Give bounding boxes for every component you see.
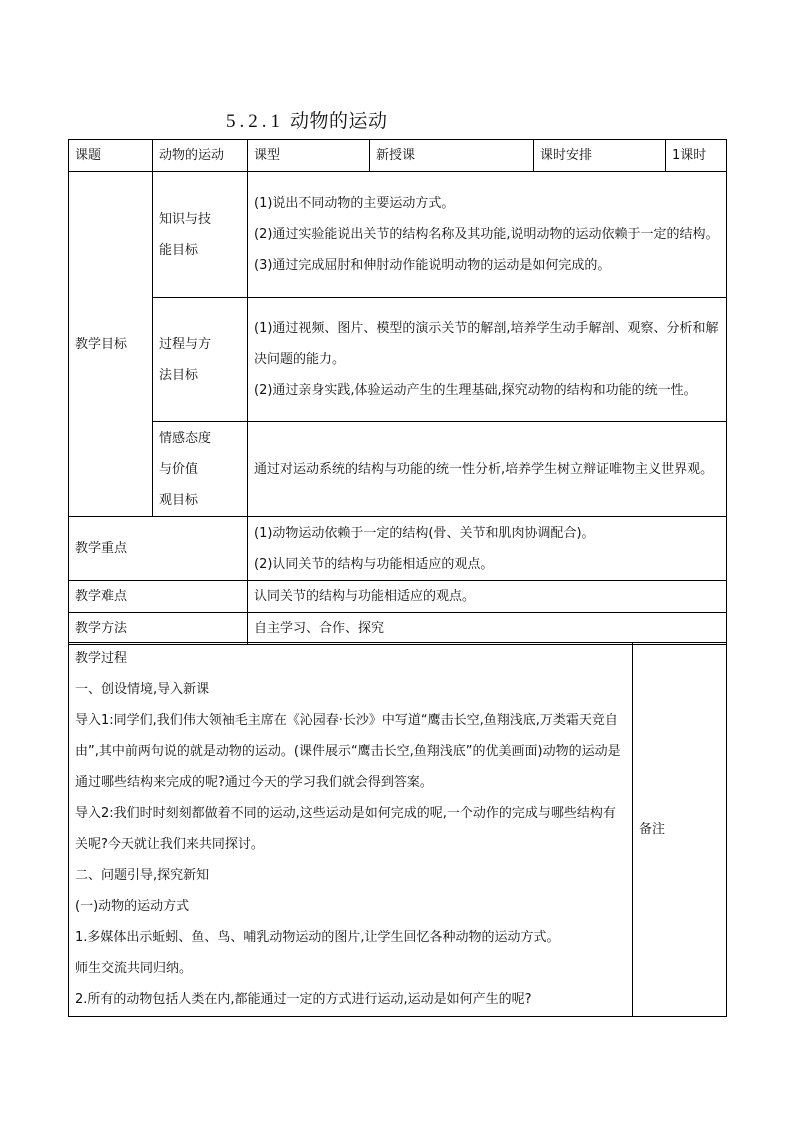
knowledge-goal-row [69, 172, 727, 298]
lesson-label: 课题 [69, 140, 153, 172]
process-line: 师生交流共同归纳。 [75, 961, 193, 976]
page-title [226, 106, 388, 133]
header-row [69, 140, 727, 172]
difficulty-row [69, 581, 727, 613]
process-line: 二、问题引导,探究新知 [75, 868, 210, 883]
goal-item: (2)通过亲身实践,体验运动产生的生理基础,探究动物的结构和功能的统一性。 [254, 383, 697, 398]
lesson-value: 动物的运动 [153, 140, 248, 172]
emotion-goal-content [248, 422, 727, 517]
key-points-row [69, 517, 727, 581]
knowledge-goal-content [248, 172, 727, 298]
label-line: 情感态度 [159, 430, 212, 446]
goal-item: (2)通过实验能说出关节的结构名称及其功能,说明动物的运动依赖于一定的结构。 [254, 227, 719, 242]
emotion-goal-row [69, 422, 727, 517]
knowledge-goal-label [153, 172, 248, 298]
process-goal-content [248, 298, 727, 422]
key-point-item: (2)认同关节的结构与功能相适应的观点。 [254, 556, 494, 572]
methods-row [69, 613, 727, 645]
label-line: 能目标 [159, 242, 199, 258]
teaching-process-row [69, 643, 727, 1017]
goal-item: (1)说出不同动物的主要运动方式。 [254, 196, 455, 211]
process-goal-row [69, 298, 727, 422]
goals-label: 教学目标 [69, 172, 153, 517]
label-line: 与价值 [159, 461, 199, 477]
schedule-value: 1课时 [666, 140, 727, 172]
key-points-content [248, 517, 727, 581]
notes-label: 备注 [633, 643, 727, 1017]
type-value: 新授课 [370, 140, 534, 172]
teaching-process-content [69, 643, 633, 1017]
process-line: 导入1:同学们,我们伟大领袖毛主席在《沁园春·长沙》中写道“鹰击长空,鱼翔浅底,万类霜天竞自由”,其中前两句说的就是动物的运动。(课件展示“鹰击长空,鱼翔浅底”的优美画面)动物的运动是通过哪些结构来完成的呢?通过今天的学习我们就会得到答案。 [75, 713, 621, 790]
title-text: 动物的运动 [290, 110, 388, 132]
type-label: 课型 [248, 140, 370, 172]
process-line: 1.多媒体出示蚯蚓、鱼、鸟、哺乳动物运动的图片,让学生回忆各种动物的运动方式。 [75, 930, 560, 945]
lesson-plan-table [68, 139, 727, 645]
methods-value: 自主学习、合作、探究 [248, 613, 727, 645]
label-line: 观目标 [159, 492, 199, 508]
goal-item: 通过对运动系统的结构与功能的统一性分析,培养学生树立辩证唯物主义世界观。 [254, 461, 714, 477]
emotion-goal-label [153, 422, 248, 517]
difficulty-value: 认同关节的结构与功能相适应的观点。 [248, 581, 727, 613]
process-line: 一、创设情境,导入新课 [75, 682, 210, 697]
label-line: 知识与技 [159, 211, 212, 227]
key-points-label: 教学重点 [69, 517, 248, 581]
process-line: (一)动物的运动方式 [75, 899, 190, 914]
process-line: 2.所有的动物包括人类在内,都能通过一定的方式进行运动,运动是如何产生的呢? [75, 992, 532, 1007]
process-line: 导入2:我们时时刻刻都做着不同的运动,这些运动是如何完成的呢,一个动作的完成与哪些结构有关呢?今天就让我们来共同探讨。 [75, 806, 616, 852]
methods-label: 教学方法 [69, 613, 248, 645]
goal-item: (3)通过完成屈肘和伸肘动作能说明动物的运动是如何完成的。 [254, 258, 611, 273]
label-line: 过程与方 [159, 336, 212, 352]
process-goal-label [153, 298, 248, 422]
process-heading: 教学过程 [75, 651, 128, 666]
schedule-label: 课时安排 [534, 140, 666, 172]
teaching-process-table [68, 642, 727, 1017]
key-point-item: (1)动物运动依赖于一定的结构(骨、关节和肌肉协调配合)。 [254, 525, 595, 541]
difficulty-label: 教学难点 [69, 581, 248, 613]
label-line: 法目标 [159, 367, 199, 383]
title-number: 5.2.1 [226, 111, 284, 132]
goal-item: (1)通过视频、图片、模型的演示关节的解剖,培养学生动手解剖、观察、分析和解决问题的能力。 [254, 321, 719, 367]
